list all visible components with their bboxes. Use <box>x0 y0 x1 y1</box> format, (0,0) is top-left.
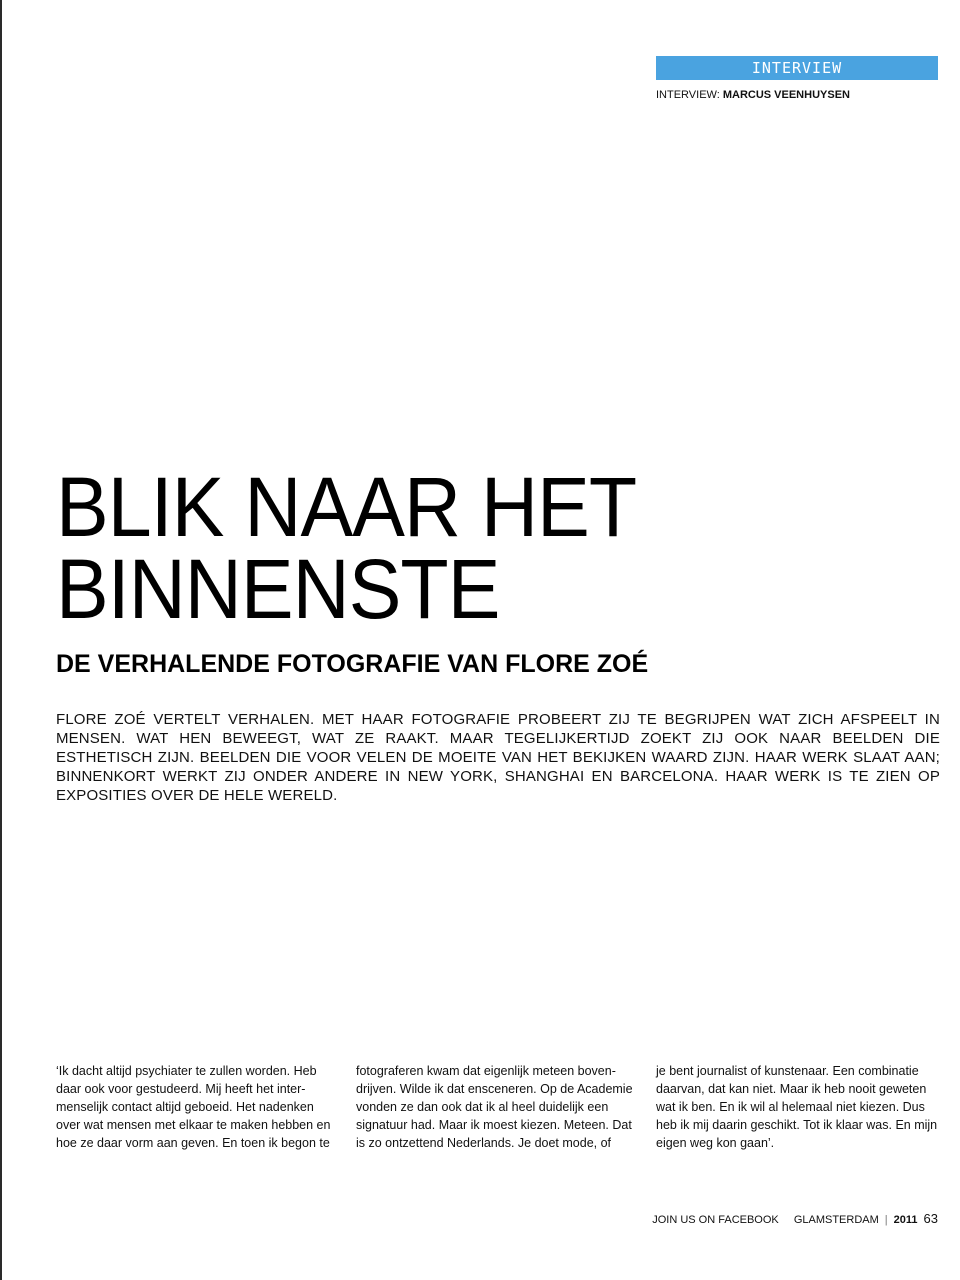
body-column-3: je bent journalist of kunstenaar. Een combinatie daarvan, dat kan niet. Maar ik heb nooit geweten wat ik ben. En ik wil al helemaal niet kiezen. Dus heb ik mij daarin geschikt. Tot ik klaar was. En mijn eigen weg kon gaan’. <box>656 1064 938 1150</box>
byline-label: INTERVIEW: <box>656 89 720 101</box>
facebook-link[interactable]: JOIN US ON FACEBOOK <box>652 1214 779 1226</box>
byline <box>656 89 850 101</box>
page-footer <box>652 1211 938 1226</box>
subheadline: DE VERHALENDE FOTOGRAFIE VAN FLORE ZOÉ <box>56 650 649 678</box>
headline <box>56 460 637 636</box>
body-column-1: ‘Ik dacht altijd psychiater te zullen worden. Heb daar ook voor gestudeerd. Mij heeft het inter-menselijk contact altijd geboeid. Het nadenken over wat mensen met elkaar te maken hebben en hoe ze daar vorm aan geven. En toen ik begon te <box>56 1064 331 1150</box>
page-number: 63 <box>923 1211 938 1226</box>
issue-year: 2011 <box>893 1214 918 1226</box>
headline-line-1: BLIK NAAR HET <box>56 460 637 554</box>
body-column-2: fotograferen kwam dat eigenlijk meteen boven-drijven. Wilde ik dat ensceneren. Op de Academie vonden ze dan ook dat ik al heel duidelijk een signatuur had. Maar ik moest kiezen. Meteen. Dat is zo ontzettend Nederlands. Je doet mode, of <box>356 1064 633 1150</box>
page-edge-line <box>0 0 2 1280</box>
section-tag: INTERVIEW <box>656 56 938 80</box>
headline-line-2: BINNENSTE <box>56 542 500 636</box>
magazine-name: GLAMSTERDAM <box>793 1214 879 1226</box>
byline-author: MARCUS VEENHUYSEN <box>722 89 850 101</box>
intro-paragraph: FLORE ZOÉ VERTELT VERHALEN. MET HAAR FOTOGRAFIE PROBEERT ZIJ TE BEGRIJPEN WAT ZICH AFSPEELT IN MENSEN. WAT HEN BEWEEGT, WAT ZE RAAKT. MAAR TEGELIJKERTIJD ZOEKT ZIJ OOK NAAR BEELDEN DIE ESTHETISCH ZIJN. BEELDEN DIE VOOR VELEN DE MOEITE VAN HET BEKIJKEN WAARD ZIJN. HAAR WERK SLAAT AAN; BINNENKORT WERKT ZIJ ONDER ANDERE IN NEW YORK, SHANGHAI EN BARCELONA. HAAR WERK IS TE ZIEN OP EXPOSITIES OVER DE HELE WERELD. <box>56 711 940 804</box>
footer-separator: | <box>884 1214 888 1226</box>
